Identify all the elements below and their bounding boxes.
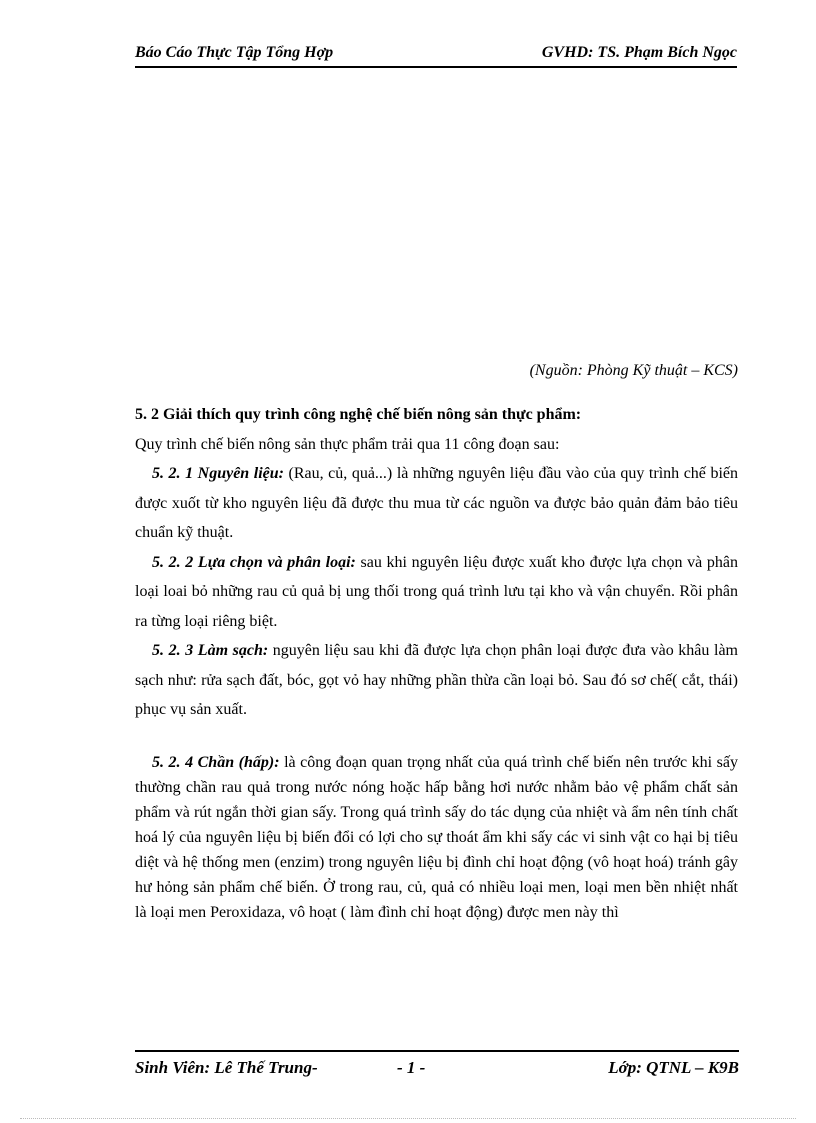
section-text: nguyên liệu sau khi đã được lựa chọn phân loại được đưa vào khâu làm sạch như: rửa sạch đất, bóc, gọt vỏ hay những phần thừa cần loại bỏ. Sau đó sơ chế( cắt, thái) phục vụ sản xuất. bbox=[135, 642, 738, 718]
paragraph-raw-material bbox=[135, 459, 738, 548]
section-title: 5. 2. 2 Lựa chọn và phân loại: bbox=[152, 553, 356, 571]
footer-class: Lớp: QTNL – K9B bbox=[608, 1058, 739, 1077]
section-text: sau khi nguyên liệu được xuất kho được lựa chọn và phân loại loai bỏ những rau củ quả bị ung thối trong quá trình lưu tại kho và vận chuyển. Rồi phân ra từng loại riêng biệt. bbox=[135, 553, 739, 630]
section-title: 5. 2. 4 Chần (hấp): bbox=[152, 753, 280, 771]
source-note: (Nguồn: Phòng Kỹ thuật – KCS) bbox=[529, 362, 738, 379]
intro-paragraph: Quy trình chế biến nông sản thực phẩm trải qua 11 công đoạn sau: bbox=[135, 435, 560, 453]
section-heading: 5. 2 Giải thích quy trình công nghệ chế biến nông sản thực phẩm: bbox=[135, 406, 582, 423]
paragraph-selection bbox=[135, 548, 738, 637]
footer-student: Sinh Viên: Lê Thế Trung- bbox=[135, 1058, 318, 1077]
section-title: 5. 2. 1 Nguyên liệu: bbox=[152, 465, 284, 482]
header-supervisor: GVHD: TS. Phạm Bích Ngọc bbox=[541, 44, 737, 61]
paragraph-cleaning bbox=[135, 636, 738, 725]
page-footer bbox=[135, 1050, 739, 1077]
page-edge-divider bbox=[20, 1118, 796, 1119]
header-report-title: Báo Cáo Thực Tập Tổng Hợp bbox=[135, 44, 334, 61]
document-body bbox=[135, 400, 738, 925]
section-title: 5. 2. 3 Làm sạch: bbox=[152, 642, 269, 659]
page-header bbox=[135, 44, 737, 68]
section-text: là công đoạn quan trọng nhất của quá trình chế biến nên trước khi sấy thường chần rau quả trong nước nóng hoặc hấp bằng hơi nước nhằm bảo vệ phẩm chất sản phẩm và rút ngắn thời gian sấy. Trong quá trình sấy do tác dụng của nhiệt và ẩm nên tính chất hoá lý của nguyên liệu bị biến đổi có lợi cho sự thoát ẩm khi sấy các vi sinh vật co hại bị tiêu diệt và hệ thống men (enzim) trong nguyên liệu bị đình chỉ hoạt động (vô hoạt hoá) tránh gây hư hỏng sản phẩm chế biến. Ở trong rau, củ, quả có nhiều loại men, loại men bền nhiệt nhất là loại men Peroxidaza, vô hoạt ( làm đình chỉ hoạt động) được men này thì bbox=[135, 753, 739, 921]
page-number: - 1 - bbox=[397, 1058, 426, 1077]
paragraph-blanching bbox=[135, 750, 738, 925]
section-text: (Rau, củ, quả...) là những nguyên liệu đầu vào của quy trình chế biến được xuốt từ kho nguyên liệu đã được thu mua từ các nguồn va được bảo quản đảm bảo tiêu chuẩn kỹ thuật. bbox=[135, 465, 738, 541]
